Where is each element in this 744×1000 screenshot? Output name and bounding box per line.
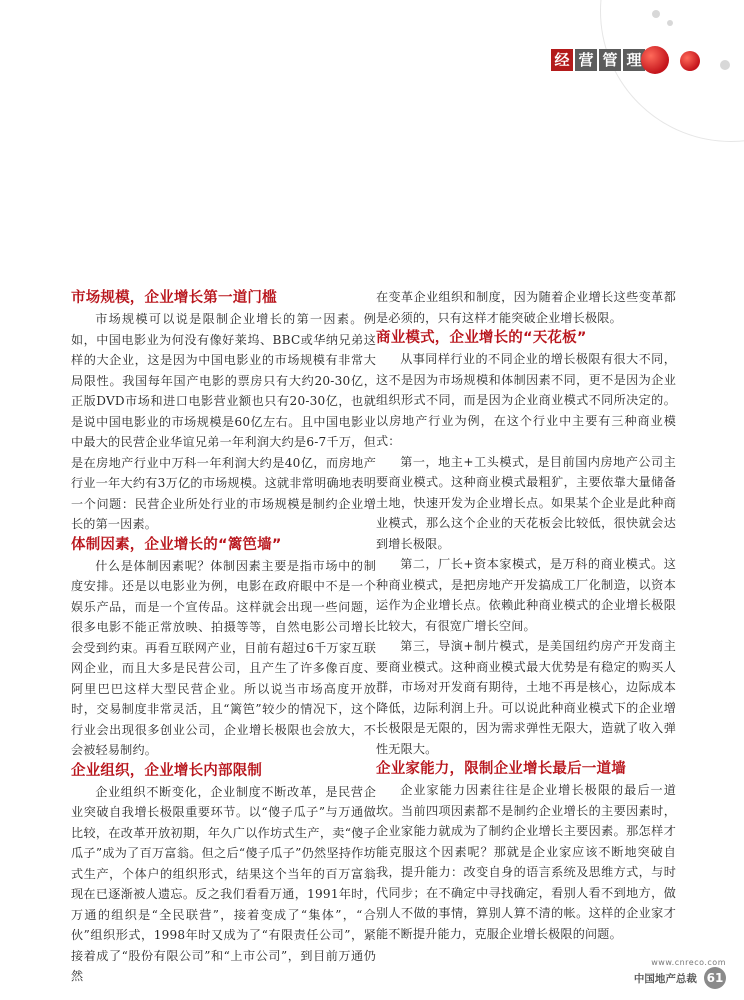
website-url: www.cnreco.com xyxy=(651,958,726,967)
paragraph: 在变革企业组织和制度，因为随着企业增长这些变革都是必须的，只有这样才能突破企业增长极限。 xyxy=(376,290,676,325)
paragraph: 第一，地主+工头模式，是目前国内房地产公司主要商业模式。这种商业模式最粗犷，主要依靠大量储备土地，快速开发为企业增长点。如果某个企业是此种商业模式，那么这个企业的天花板会比较低，很快就会达到增长极限。 xyxy=(376,454,676,551)
paragraph: 第三，导演+制片模式，是美国纽约房产开发商主要商业模式。这种商业模式最大优势是有稳定的购买人群，市场对开发商有期待，土地不再是核心，边际成本降低，边际利润上升。可以说此种商业模式下的企业增长极限是无限的，因为需求弹性无限大，造就了收入弹性无限大。 xyxy=(376,639,676,756)
heading-enterprise-organization: 企业组织，企业增长内部限制 xyxy=(71,762,263,779)
paragraph: 第二，厂长+资本家模式，是万科的商业模式。这种商业模式，是把房地产开发搞成工厂化制造，以资本运作为企业增长点。依赖此种商业模式的企业增长极限比较大，有很宽广增长空间。 xyxy=(376,557,676,633)
page-footer xyxy=(634,958,726,989)
right-column xyxy=(376,287,676,944)
paragraph: 从事同样行业的不同企业的增长极限有很大不同，这不是因为市场规模和体制因素不同，更不是因为企业组织形式不同，而是因为企业商业模式不同所决定的。以房地产行业为例，在这个行业中主要有三种商业模式： xyxy=(376,352,676,448)
decorative-gray-dot xyxy=(667,20,673,26)
decorative-red-dot-large xyxy=(641,46,669,74)
heading-market-scale: 市场规模，企业增长第一道门槛 xyxy=(71,290,277,306)
heading-institutional-factors: 体制因素，企业增长的“篱笆墙” xyxy=(71,536,282,553)
section-char-3: 管 xyxy=(599,49,621,71)
page-header xyxy=(0,0,744,90)
paragraph: 企业组织不断变化，企业制度不断改革，是民营企业突破自我增长极限重要环节。以“傻子瓜子”与万通做比较，在改革开放初期，年久广以作坊式生产，卖“傻子瓜子”成为了百万富翁。但之后“傻子瓜子”仍然坚持作坊式生产，个体户的组织形式，结果这个当年的百万富翁现在已逐渐被人遗忘。反之我们看看万通，1991年时，万通的组织是“全民联营”，接着变成了“集体”，“合伙”组织形式，1998年时又成为了“有限责任公司”，紧接着成了“股份有限公司”和“上市公司”，到目前万通仍然 xyxy=(71,784,376,983)
heading-business-model: 商业模式，企业增长的“天花板” xyxy=(376,330,587,346)
paragraph: 市场规模可以说是限制企业增长的第一因素。例如，中国电影业为何没有像好莱坞、BBC或华纳兄弟这样的大企业，这是因为中国电影业的市场规模有非常大局限性。我国每年国产电影的票房只有大约20-30亿，正版DVD市场和进口电影营业额也只有20-30亿，也就是说中国电影业的市场规模是60亿左右。且中国电影业中最大的民营企业华谊兄弟一年利润大约是6-7千万，但是在房地产行业中万科一年利润大约是40亿，而房地产行业一年大约有3万亿的市场规模。这就非常明确地表明一个问题：民营企业所处行业的市场规模是制约企业增长的第一因素。 xyxy=(71,312,376,531)
magazine-name: 中国地产总裁 xyxy=(633,972,697,985)
paragraph: 企业家能力因素往往是企业增长极限的最后一道坎。当前四项因素都不是制约企业增长的主要因素时，企业家能力就成为了制约企业增长主要因素。那怎样才能克服这个因素呢？那就是企业家应该不断地突破自我，提升能力：改变自身的语言系统及思维方式，与时代同步；在不确定中寻找确定，看别人看不到地方，做别人不做的事情，算别人算不清的帐。这样的企业家才能不断提升能力，克服企业增长极限的问题。 xyxy=(376,783,676,941)
decorative-gray-dot xyxy=(652,10,660,18)
paragraph: 什么是体制因素呢？体制因素主要是指市场中的制度安排。还是以电影业为例，电影在政府眼中不是一个娱乐产品，而是一个宣传品。这样就会出现一些问题，很多电影不能正常放映、拍摄等等，自然电影公司增长会受到约束。再看互联网产业，目前有超过6千万家互联网企业，而且大多是民营公司，且产生了许多像百度、阿里巴巴这样大型民营企业。所以说当市场高度开放时，交易制度非常灵活，且“篱笆”较少的情况下，这个行业会出现很多创业公司，企业增长极限也会放大，不会被轻易制约。 xyxy=(71,558,376,757)
section-tab xyxy=(551,49,645,71)
section-char-4: 理 xyxy=(623,49,645,71)
page-number: 61 xyxy=(704,967,726,989)
decorative-gray-dot xyxy=(720,60,730,70)
decorative-red-dot-small xyxy=(680,51,700,71)
section-char-1: 经 xyxy=(551,49,573,71)
left-column xyxy=(71,288,376,987)
heading-entrepreneur-ability: 企业家能力，限制企业增长最后一道墙 xyxy=(376,761,626,777)
section-char-2: 营 xyxy=(575,49,597,71)
